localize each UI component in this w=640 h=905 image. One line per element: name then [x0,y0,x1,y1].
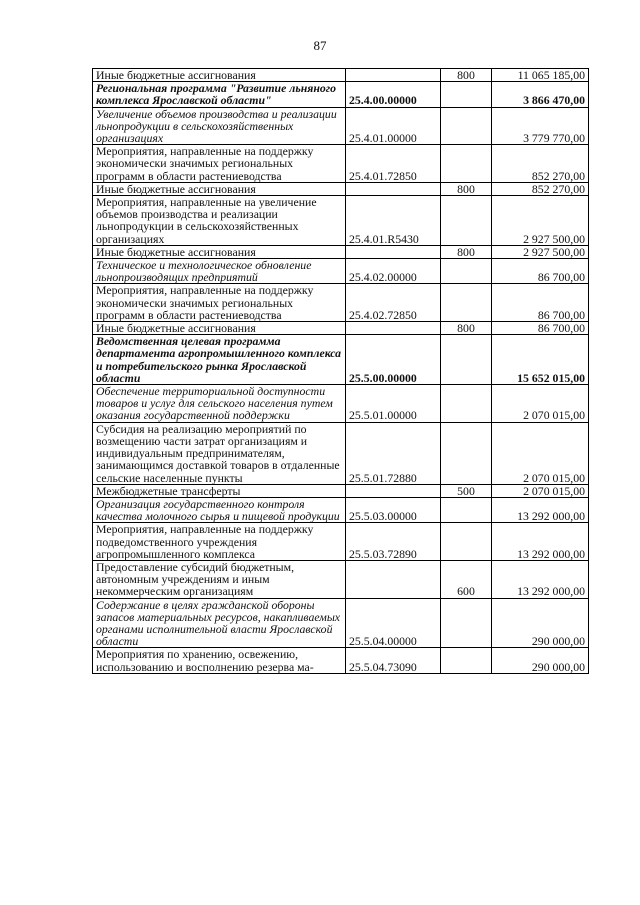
row-name-cell: Мероприятия, направленные на поддержку подведомственного учреждения агропромышленного комплекса [93,523,346,561]
table-row [93,598,589,648]
amount-cell: 290 000,00 [492,598,589,648]
table-row [93,560,589,598]
table-row [93,245,589,258]
row-name-cell: Субсидия на реализацию мероприятий по возмещению части затрат организациям и индивидуальным предпринимателям, занимающимся доставкой товаров в отдаленные сельские населенные пункты [93,422,346,484]
amount-cell: 290 000,00 [492,648,589,673]
amount-cell: 15 652 015,00 [492,335,589,385]
table-row [93,145,589,183]
table-row [93,497,589,522]
expense-type-cell [441,82,492,107]
table-row [93,107,589,145]
expense-type-cell [441,648,492,673]
row-name-cell: Мероприятия, направленные на поддержку экономически значимых региональных программ в области растениеводства [93,284,346,322]
expense-type-cell [441,497,492,522]
expense-type-cell: 800 [441,182,492,195]
target-code-cell: 25.5.01.72880 [346,422,441,484]
row-name-cell: Ведомственная целевая программа департамента агропромышленного комплекса и потребительского рынка Ярославской области [93,335,346,385]
row-name-cell: Предоставление субсидий бюджетным, автономным учреждениям и иным некоммерческим организациям [93,560,346,598]
target-code-cell: 25.5.04.73090 [346,648,441,673]
row-name-cell: Межбюджетные трансферты [93,484,346,497]
table-row [93,385,589,423]
target-code-cell: 25.4.02.00000 [346,259,441,284]
expense-type-cell [441,284,492,322]
amount-cell: 3 779 770,00 [492,107,589,145]
amount-cell: 2 927 500,00 [492,196,589,246]
row-name-cell: Иные бюджетные ассигнования [93,182,346,195]
amount-cell: 2 070 015,00 [492,385,589,423]
row-name-cell: Иные бюджетные ассигнования [93,245,346,258]
row-name-cell: Мероприятия, направленные на поддержку экономически значимых региональных программ в области растениеводства [93,145,346,183]
target-code-cell: 25.5.00.00000 [346,335,441,385]
expense-type-cell [441,385,492,423]
target-code-cell: 25.4.00.00000 [346,82,441,107]
row-name-cell: Иные бюджетные ассигнования [93,322,346,335]
target-code-cell: 25.4.01.72850 [346,145,441,183]
table-row [93,523,589,561]
table-row [93,322,589,335]
target-code-cell [346,69,441,82]
target-code-cell: 25.4.02.72850 [346,284,441,322]
row-name-cell: Техническое и технологическое обновление льнопроизводящих предприятий [93,259,346,284]
target-code-cell [346,245,441,258]
budget-table [92,68,589,674]
table-row [93,182,589,195]
expense-type-cell [441,422,492,484]
target-code-cell [346,182,441,195]
table-row [93,335,589,385]
row-name-cell: Обеспечение территориальной доступности товаров и услуг для сельского населения путем оказания государственной поддержки [93,385,346,423]
expense-type-cell: 800 [441,322,492,335]
target-code-cell: 25.5.03.72890 [346,523,441,561]
page-number: 87 [313,38,327,53]
expense-type-cell: 600 [441,560,492,598]
expense-type-cell [441,523,492,561]
amount-cell: 13 292 000,00 [492,560,589,598]
amount-cell: 11 065 185,00 [492,69,589,82]
row-name-cell: Мероприятия, направленные на увеличение объемов производства и реализации льнопродукции в сельскохозяйственных организациях [93,196,346,246]
target-code-cell [346,322,441,335]
target-code-cell [346,484,441,497]
target-code-cell: 25.5.04.00000 [346,598,441,648]
table-row [93,259,589,284]
amount-cell: 86 700,00 [492,259,589,284]
target-code-cell: 25.5.01.00000 [346,385,441,423]
table-row [93,82,589,107]
row-name-cell: Содержание в целях гражданской обороны запасов материальных ресурсов, накапливаемых органами исполнительной власти Ярославской области [93,598,346,648]
expense-type-cell: 800 [441,69,492,82]
row-name-cell: Увеличение объемов производства и реализации льнопродукции в сельскохозяйственных организациях [93,107,346,145]
row-name-cell: Региональная программа "Развитие льняного комплекса Ярославской области" [93,82,346,107]
target-code-cell [346,560,441,598]
row-name-cell: Иные бюджетные ассигнования [93,69,346,82]
target-code-cell: 25.5.03.00000 [346,497,441,522]
target-code-cell: 25.4.01.00000 [346,107,441,145]
expense-type-cell: 500 [441,484,492,497]
table-row [93,69,589,82]
amount-cell: 3 866 470,00 [492,82,589,107]
amount-cell: 13 292 000,00 [492,497,589,522]
budget-table-body [93,69,589,674]
expense-type-cell [441,335,492,385]
amount-cell: 86 700,00 [492,284,589,322]
expense-type-cell: 800 [441,245,492,258]
row-name-cell: Мероприятия по хранению, освежению, использованию и восполнению резерва ма- [93,648,346,673]
amount-cell: 86 700,00 [492,322,589,335]
row-name-cell: Организация государственного контроля качества молочного сырья и пищевой продукции [93,497,346,522]
expense-type-cell [441,145,492,183]
table-row [93,484,589,497]
amount-cell: 852 270,00 [492,145,589,183]
expense-type-cell [441,259,492,284]
target-code-cell: 25.4.01.R5430 [346,196,441,246]
expense-type-cell [441,598,492,648]
table-row [93,648,589,673]
amount-cell: 852 270,00 [492,182,589,195]
amount-cell: 2 070 015,00 [492,484,589,497]
table-row [93,422,589,484]
amount-cell: 2 070 015,00 [492,422,589,484]
expense-type-cell [441,196,492,246]
table-row [93,196,589,246]
amount-cell: 2 927 500,00 [492,245,589,258]
expense-type-cell [441,107,492,145]
table-row [93,284,589,322]
amount-cell: 13 292 000,00 [492,523,589,561]
